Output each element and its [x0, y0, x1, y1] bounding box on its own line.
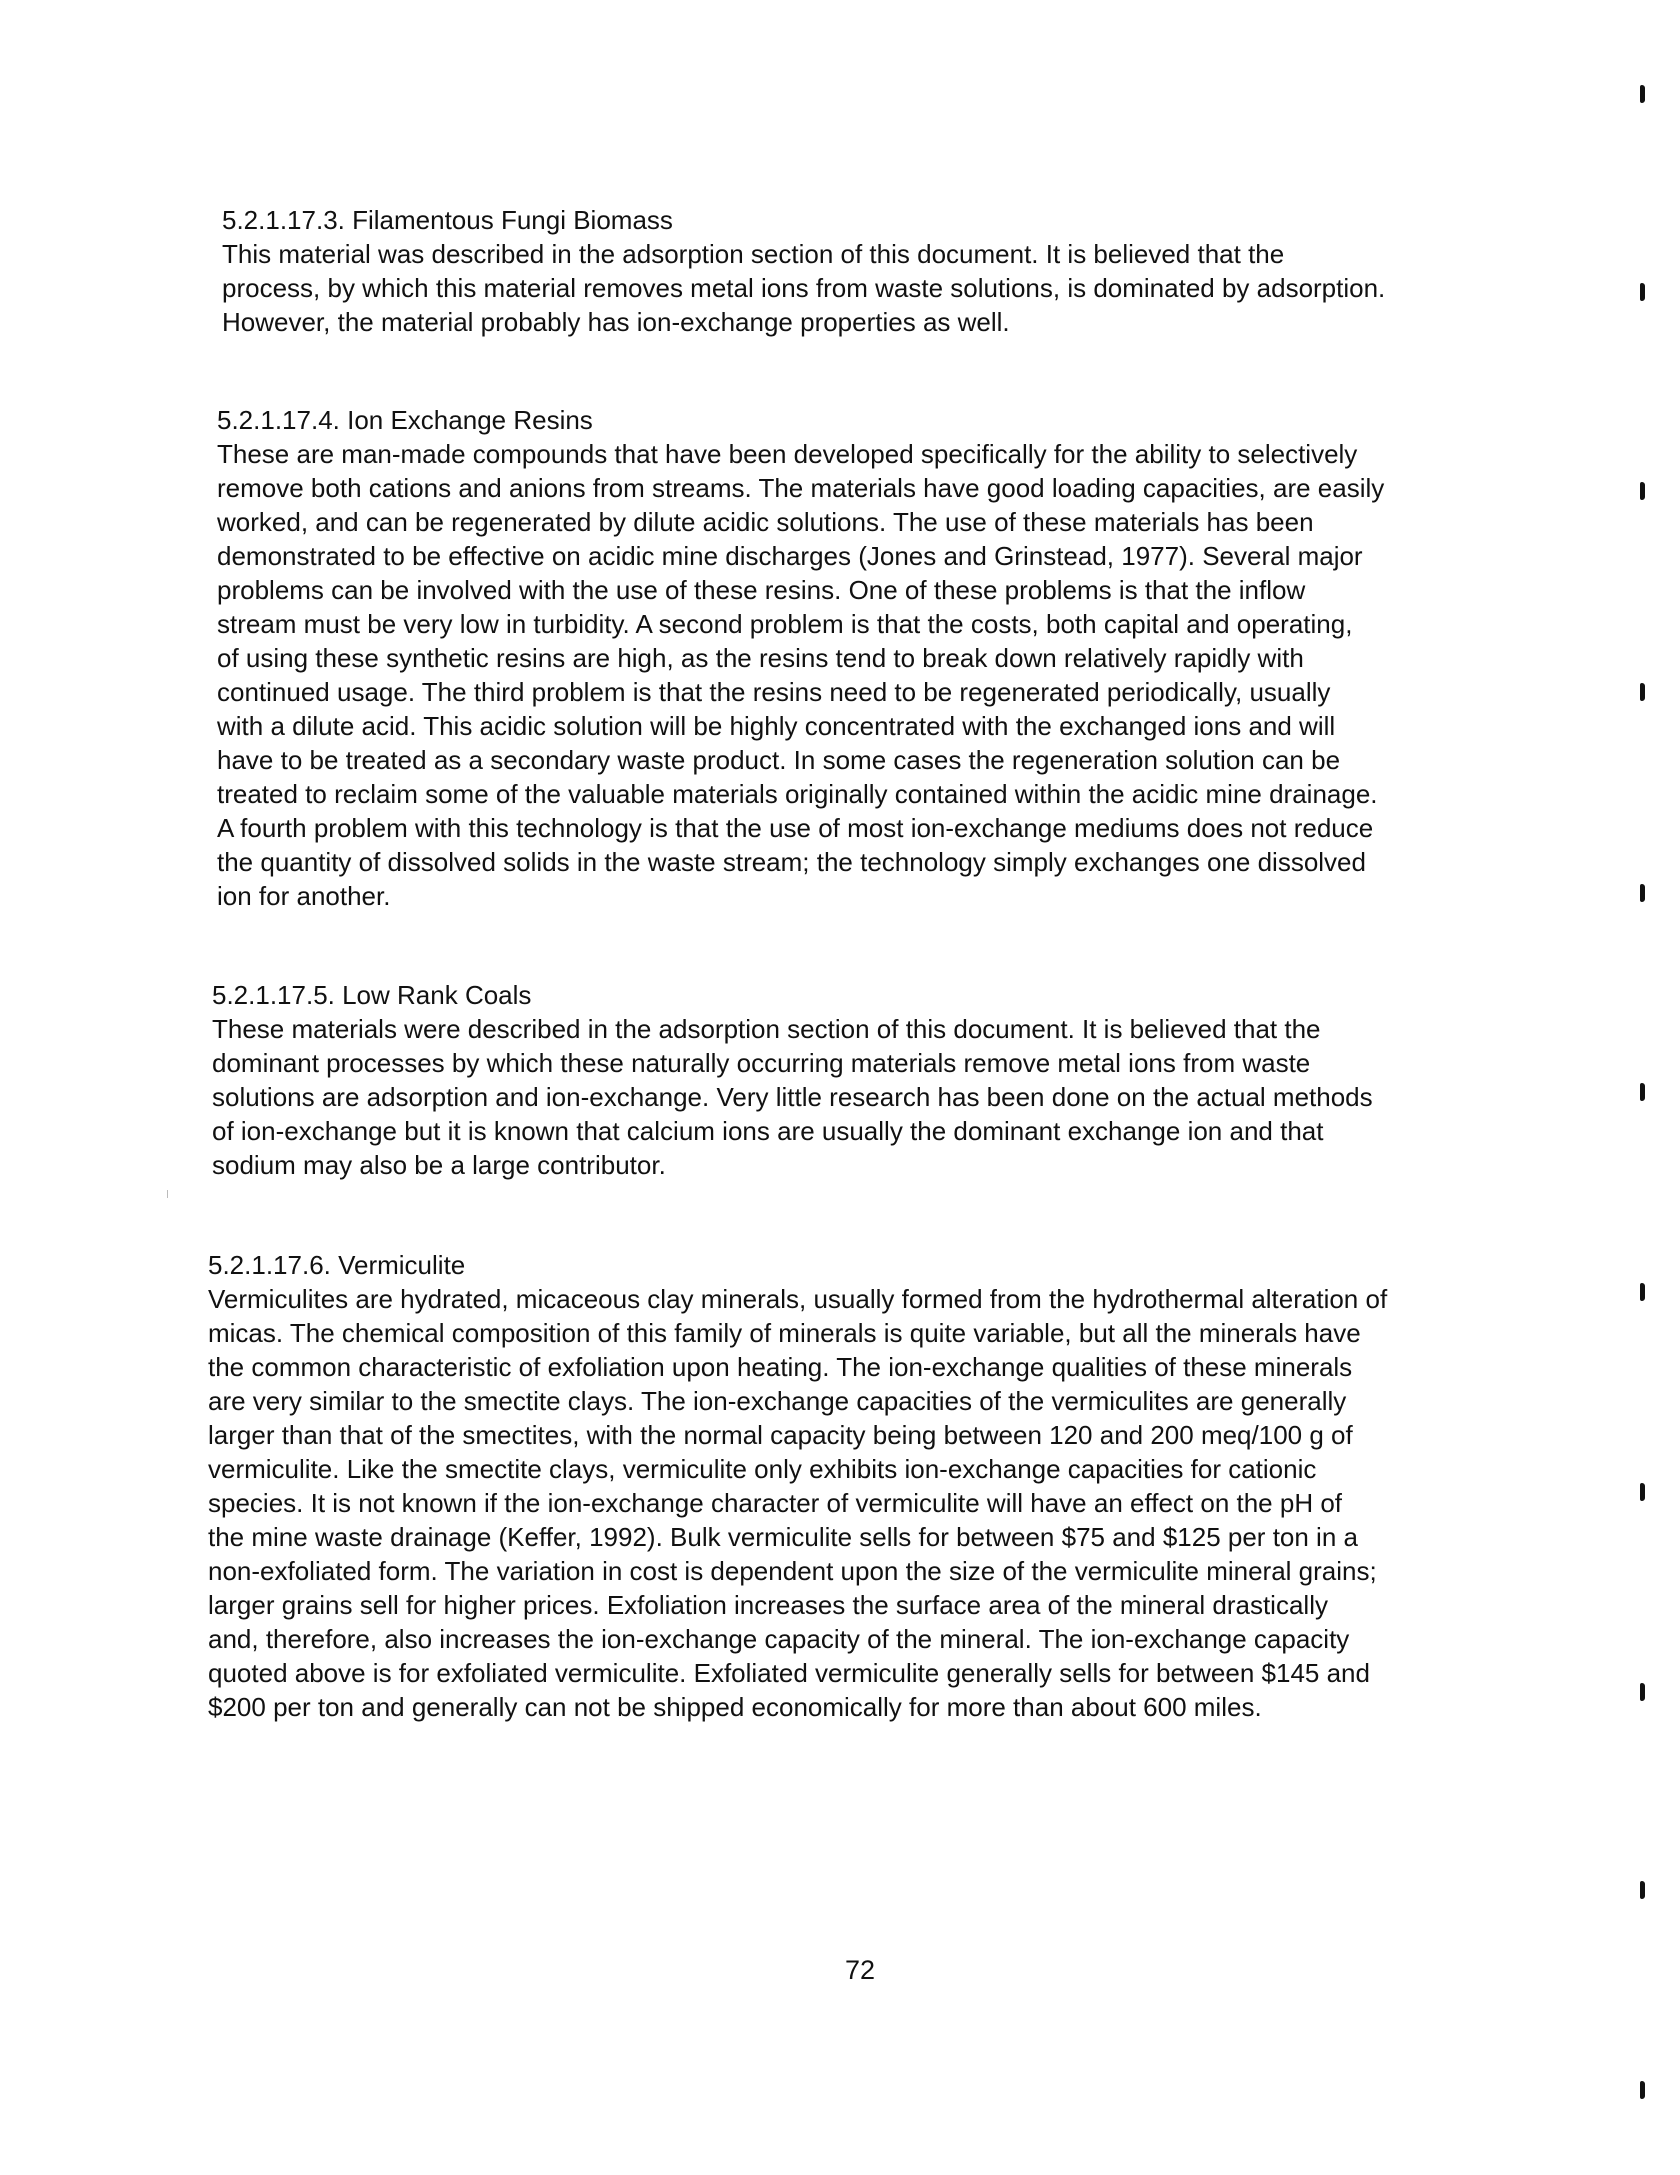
section-vermiculite	[208, 1248, 1538, 1724]
margin-binding-mark	[1640, 482, 1645, 500]
paragraph-line: are very similar to the smectite clays. The ion-exchange capacities of the vermiculites are generally	[208, 1386, 1347, 1416]
paragraph-line: Vermiculites are hydrated, micaceous clay minerals, usually formed from the hydrothermal alteration of	[208, 1284, 1388, 1314]
paragraph-line: remove both cations and anions from streams. The materials have good loading capacities, are easily	[217, 473, 1385, 503]
paragraph-line: process, by which this material removes metal ions from waste solutions, is dominated by adsorption.	[222, 273, 1386, 303]
margin-binding-mark	[1640, 884, 1645, 902]
paragraph-line: quoted above is for exfoliated vermiculite. Exfoliated vermiculite generally sells for between $145 and	[208, 1658, 1370, 1688]
section-filamentous-fungi-biomass	[222, 203, 1552, 339]
margin-binding-mark	[1640, 85, 1645, 103]
paragraph-line: and, therefore, also increases the ion-exchange capacity of the mineral. The ion-exchange capacity	[208, 1624, 1350, 1654]
section-low-rank-coals	[212, 978, 1542, 1182]
section-heading: 5.2.1.17.5. Low Rank Coals	[212, 980, 532, 1010]
paragraph-line: non-exfoliated form. The variation in cost is dependent upon the size of the vermiculite mineral grains;	[208, 1556, 1377, 1586]
paragraph-line: larger than that of the smectites, with the normal capacity being between 120 and 200 meq/100 g of	[208, 1420, 1353, 1450]
section-heading: 5.2.1.17.3. Filamentous Fungi Biomass	[222, 205, 673, 235]
paragraph-line: However, the material probably has ion-exchange properties as well.	[222, 307, 1010, 337]
paragraph-line: have to be treated as a secondary waste product. In some cases the regeneration solution can be	[217, 745, 1341, 775]
paragraph-line: demonstrated to be effective on acidic mine discharges (Jones and Grinstead, 1977). Several major	[217, 541, 1363, 571]
page-number: 72	[844, 1955, 876, 1985]
paragraph-line: stream must be very low in turbidity. A second problem is that the costs, both capital and operating,	[217, 609, 1353, 639]
paragraph-line: dominant processes by which these naturally occurring materials remove metal ions from waste	[212, 1048, 1311, 1078]
margin-binding-mark	[1640, 1683, 1645, 1701]
margin-binding-mark	[1640, 1881, 1645, 1899]
margin-binding-mark	[1640, 1483, 1645, 1501]
paragraph-line: of using these synthetic resins are high, as the resins tend to break down relatively rapidly with	[217, 643, 1304, 673]
paragraph-line: This material was described in the adsorption section of this document. It is believed that the	[222, 239, 1285, 269]
paragraph-line: sodium may also be a large contributor.	[212, 1150, 666, 1180]
paragraph-line: the quantity of dissolved solids in the waste stream; the technology simply exchanges one dissolved	[217, 847, 1366, 877]
paragraph-line: treated to reclaim some of the valuable materials originally contained within the acidic mine drainage.	[217, 779, 1378, 809]
paragraph-line: species. It is not known if the ion-exchange character of vermiculite will have an effect on the pH of	[208, 1488, 1343, 1518]
section-heading: 5.2.1.17.4. Ion Exchange Resins	[217, 405, 593, 435]
paragraph-line: larger grains sell for higher prices. Exfoliation increases the surface area of the mineral drastically	[208, 1590, 1328, 1620]
paragraph-line: These materials were described in the adsorption section of this document. It is believed that the	[212, 1014, 1321, 1044]
margin-binding-mark	[1640, 2081, 1645, 2099]
paragraph-line: of ion-exchange but it is known that calcium ions are usually the dominant exchange ion and that	[212, 1116, 1324, 1146]
paragraph-line: with a dilute acid. This acidic solution will be highly concentrated with the exchanged ions and will	[217, 711, 1336, 741]
paragraph-line: $200 per ton and generally can not be shipped economically for more than about 600 miles.	[208, 1692, 1262, 1722]
paragraph-line: problems can be involved with the use of these resins. One of these problems is that the inflow	[217, 575, 1306, 605]
paragraph-line: worked, and can be regenerated by dilute acidic solutions. The use of these materials has been	[217, 507, 1314, 537]
paragraph-line: continued usage. The third problem is that the resins need to be regenerated periodically, usually	[217, 677, 1331, 707]
margin-binding-mark	[1640, 1083, 1645, 1101]
section-heading: 5.2.1.17.6. Vermiculite	[208, 1250, 466, 1280]
section-ion-exchange-resins	[217, 403, 1547, 913]
paragraph-line: A fourth problem with this technology is that the use of most ion-exchange mediums does not reduce	[217, 813, 1374, 843]
paragraph-line: micas. The chemical composition of this family of minerals is quite variable, but all the minerals have	[208, 1318, 1361, 1348]
paragraph-line: vermiculite. Like the smectite clays, vermiculite only exhibits ion-exchange capacities for cationic	[208, 1454, 1317, 1484]
paragraph-line: ion for another.	[217, 881, 391, 911]
paragraph-line: These are man-made compounds that have been developed specifically for the ability to selectively	[217, 439, 1358, 469]
margin-binding-mark	[1640, 283, 1645, 301]
scan-speck	[167, 1190, 168, 1198]
margin-binding-mark	[1640, 683, 1645, 701]
paragraph-line: solutions are adsorption and ion-exchange. Very little research has been done on the actual methods	[212, 1082, 1373, 1112]
paragraph-line: the common characteristic of exfoliation upon heating. The ion-exchange qualities of these minerals	[208, 1352, 1353, 1382]
margin-binding-mark	[1640, 1283, 1645, 1301]
paragraph-line: the mine waste drainage (Keffer, 1992). Bulk vermiculite sells for between $75 and $125 per ton in a	[208, 1522, 1358, 1552]
